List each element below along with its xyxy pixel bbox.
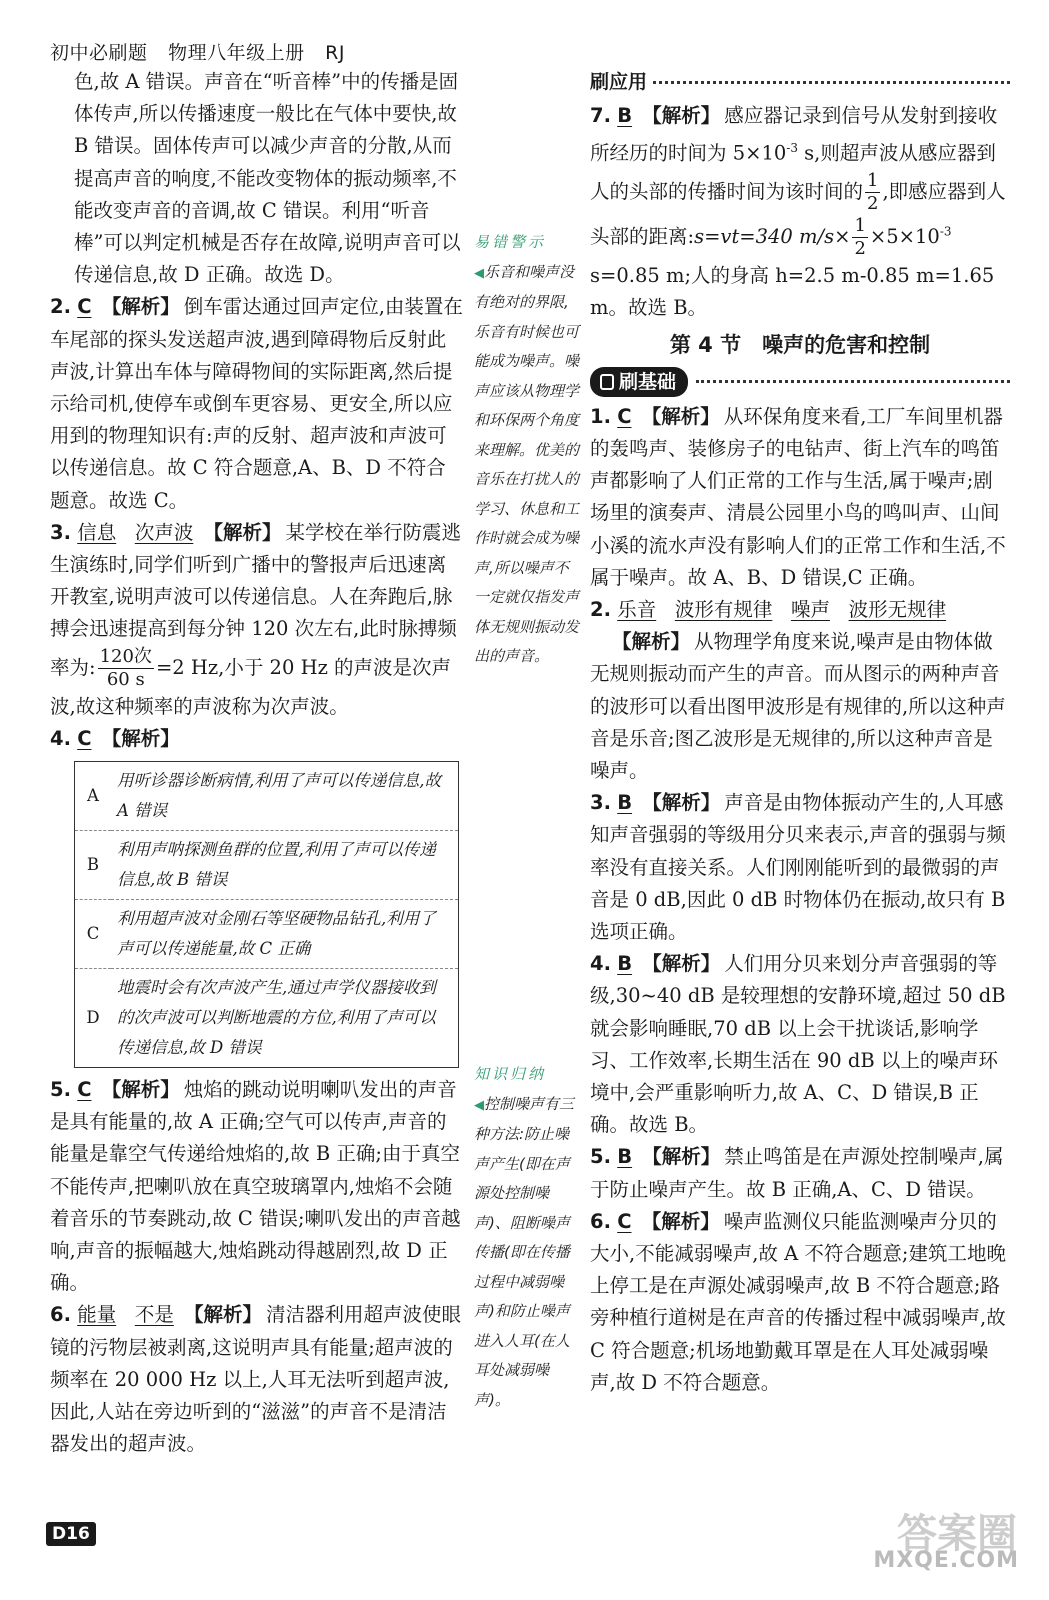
explanation-part2: =2 Hz,小于 20 Hz 的声波是次声波,故这种频率的声波称为次声波。 (50, 655, 452, 718)
basic-question-6: 6. C 【解析】 噪声监测仪只能监测噪声分贝的大小,不能减弱噪声,故 A 不符合题意;建筑工地晚上停工是在声源处减弱噪声,故 B 不符合题意;路旁种植行道树是在声音的传播过程中减弱噪声,故 C 符合题意;机场地勤戴耳罩是在人耳处减弱噪声,故 D 不符合题意。 (590, 1209, 1006, 1394)
option-row: D 地震时会有次声波产生,通过声学仪器接收到的次声波可以判断地震的方位,利用了声可以传递信息,故 D 错误 (75, 969, 459, 1068)
question-2: 2. C 【解析】 倒车雷达通过回声定位,由装置在车尾部的探头发送超声波,遇到障碍物后反射此声波,计算出车体与障碍物间的实际距离,然后提示给司机,使停车或倒车更容易、更安全,所以应用到的物理知识有:声的反射、超声波和声波可以传递信息。故 C 符合题意,A、B、D 不符合题意。故选 C。 (50, 295, 463, 512)
answer-2: 不是 (134, 1303, 174, 1327)
fraction: $\frac{1}{2}$ (854, 215, 866, 260)
subject-title: 物理八年级上册 (168, 42, 305, 64)
book-title: 初中必刷题 (50, 42, 148, 64)
section-basic: 刷基础 (590, 367, 1010, 397)
page-header (50, 38, 359, 65)
section-apply: 刷应用 (590, 66, 1010, 98)
option-row: C 利用超声波对金刚石等坚硬物品钻孔,利用了声可以传递能量,故 C 正确 (75, 900, 459, 969)
book-icon (600, 374, 614, 390)
explanation: 倒车雷达通过回声定位,由装置在车尾部的探头发送超声波,遇到障碍物后反射此声波,计算出车体与障碍物间的实际距离,然后提示给司机,使停车或倒车更容易、更安全,所以应用到的物理知识有:声的反射、超声波和声波可以传递信息。故 C 符合题意,A、B、D 不符合题意。故选 C。 (50, 295, 463, 512)
explanation: 烛焰的跳动说明喇叭发出的声音是具有能量的,故 A 正确;空气可以传声,声音的能量是靠空气传递给烛焰的,故 B 正确;由于真空不能传声,把喇叭放在真空玻璃罩内,烛焰不会随着音乐的节奏跳动,故 C 错误;喇叭发出的声音越响,声音的振幅越大,烛焰跳动得越剧烈,故 D 正确。 (50, 1078, 461, 1295)
basic-question-1: 1. C 【解析】 从环保角度来看,工厂车间里机器的轰鸣声、装修房子的电钻声、街上汽车的鸣笛声都影响了人们正常的工作与生活,属于噪声;剧场里的演奏声、清晨公园里小鸟的鸣叫声、山间小溪的流水声没有影响人们的正常工作和生活,不属于噪声。故 A、B、D 错误,C 正确。 (590, 404, 1006, 589)
answer: B (617, 952, 633, 976)
option-row: A 用听诊器诊断病情,利用了声可以传递信息,故 A 错误 (87, 771, 441, 821)
watermark: MXQE.COM (873, 1548, 1019, 1573)
edition-label: RJ (325, 42, 345, 64)
page-number: D16 (46, 1522, 96, 1546)
fraction: $\frac{\text{120次}}{60 s}$ (99, 645, 152, 690)
answer: C (77, 726, 92, 750)
question-7: 7. B 【解析】 感应器记录到信号从发射到接收所经历的时间为 $5\times 10^{-3}$ s,则超声波从感应器到人的头部的传播时间为该时间的 $\frac{1}{2}$ ,即感应器到人头部的距离:s=vt=340 m/s× $\frac{1}{2}$ $\times 5\times 10^{-3}$ s=0.85 m;人的身高 h=2.5 m-0.85 m=1.65 m。故选 B。 (590, 104, 1006, 320)
answer: C (617, 404, 632, 428)
answer: B (617, 1145, 633, 1169)
right-column (590, 66, 1010, 1399)
question-6: 6. 能量 不是 【解析】 清洁器利用超声波使眼镜的污物层被剥离,这说明声具有能量;超声波的频率在 20 000 Hz 以上,人耳无法听到超声波,因此,人站在旁边听到的“滋滋”的声音不是清洁器发出的超声波。 (50, 1303, 462, 1456)
answer-2: 次声波 (134, 520, 194, 544)
note-text: ◀控制噪声有三种方法:防止噪声产生(即在声源处控制噪声)、阻断噪声传播(即在传播过程中减弱噪声)和防止噪声进入人耳(在人耳处减弱噪声)。 (474, 1094, 575, 1409)
answer-1: 能量 (77, 1303, 117, 1327)
arrow-icon: ◀ (474, 1097, 484, 1113)
question-3: 3. 信息 次声波 【解析】 某学校在举行防震逃生演练时,同学们听到广播中的警报声后迅速离开教室,说明声波可以传递信息。人在奔跑后,脉搏会迅速提高到每分钟 120 次左右,此时脉搏频率为: $\frac{\text{120次}}{60 s}$ =2 Hz,小于 20 Hz 的声波是次声波,故这种频率的声波称为次声波。 (50, 520, 462, 718)
options-table (74, 761, 459, 1068)
explanation-part1: 某学校在举行防震逃生演练时,同学们听到广播中的警报声后迅速离开教室,说明声波可以传递信息。人在奔跑后,脉搏会迅速提高到每分钟 120 次左右,此时脉搏频率为: (50, 520, 462, 679)
answer-1: 信息 (77, 520, 117, 544)
basic-question-5: 5. B 【解析】 禁止鸣笛是在声源处控制噪声,属于防止噪声产生。故 B 正确,A、C、D 错误。 (590, 1145, 1004, 1201)
note-title: 知识归纳 (474, 1065, 547, 1083)
fraction: $\frac{1}{2}$ (867, 170, 879, 215)
answer: C (77, 295, 92, 319)
question-4: 4. C 【解析】 (50, 726, 180, 750)
answer: C (617, 1209, 632, 1233)
basic-question-2: 2. 乐音 波形有规律 噪声 波形无规律 【解析】 从物理学角度来说,噪声是由物体做无规则振动而产生的声音。而从图示的两种声音的波形可以看出图甲波形是有规律的,所以这种声音是乐音;图乙波形是无规律的,所以这种声音是噪声。 (590, 597, 1006, 782)
question-5: 5. C 【解析】 烛焰的跳动说明喇叭发出的声音是具有能量的,故 A 正确;空气可以传声,声音的能量是靠空气传递给烛焰的,故 B 正确;由于真空不能传声,把喇叭放在真空玻璃罩内,烛焰不会随着音乐的节奏跳动,故 C 错误;喇叭发出的声音越响,声音的振幅越大,烛焰跳动得越剧烈,故 D 正确。 (50, 1078, 461, 1295)
margin-note-summary (474, 1060, 582, 1415)
basic-question-4: 4. B 【解析】 人们用分贝来划分声音强弱的等级,30~40 dB 是较理想的安静环境,超过 50 dB 就会影响睡眠,70 dB 以上会干扰谈话,影响学习、工作效率,长期生活在 90 dB 以上的噪声环境中,会严重影响听力,故 A、C、D 错误,B 正确。故选 B。 (590, 952, 1006, 1137)
basic-question-3: 3. B 【解析】 声音是由物体振动产生的,人耳感知声音强弱的等级用分贝来表示,声音的强弱与频率没有直接关系。人们刚刚能听到的最微弱的声音是 0 dB,因此 0 dB 时物体仍在振动,故只有 B 选项正确。 (590, 791, 1006, 943)
option-row: B 利用声呐探测鱼群的位置,利用了声可以传递信息,故 B 错误 (75, 831, 459, 900)
note-title: 易错警示 (474, 233, 547, 251)
left-column (50, 66, 464, 1461)
answer: C (77, 1078, 92, 1102)
q1-continuation: 色,故 A 错误。声音在“听音棒”中的传播是固体传声,所以传播速度一般比在气体中要快,故 B 错误。固体传声可以减少声音的分散,从而提高声音的响度,不能改变物体的振动频率,不能改变声音的音调,故 C 错误。利用“听音棒”可以判定机械是否存在故障,说明声音可以传递信息,故 D 正确。故选 D。 (74, 70, 461, 287)
answer: B (617, 104, 633, 128)
note-text: ◀乐音和噪声没有绝对的界限,乐音有时候也可能成为噪声。噪声应该从物理学和环保两个角度来理解。优美的音乐在打扰人的学习、休息和工作时就会成为噪声,所以噪声不一定就仅指发声体无规则振动发出的声音。 (474, 262, 580, 665)
watermark-logo: 答案圈 (897, 1511, 1017, 1557)
section-title: 第 4 节 噪声的危害和控制 (669, 332, 931, 357)
explanation: 清洁器利用超声波使眼镜的污物层被剥离,这说明声具有能量;超声波的频率在 20 000 Hz 以上,人耳无法听到超声波,因此,人站在旁边听到的“滋滋”的声音不是清洁器发出的超声波。 (50, 1303, 462, 1456)
margin-note-mistakes (474, 228, 582, 672)
answer: B (617, 791, 633, 815)
arrow-icon: ◀ (474, 265, 484, 281)
